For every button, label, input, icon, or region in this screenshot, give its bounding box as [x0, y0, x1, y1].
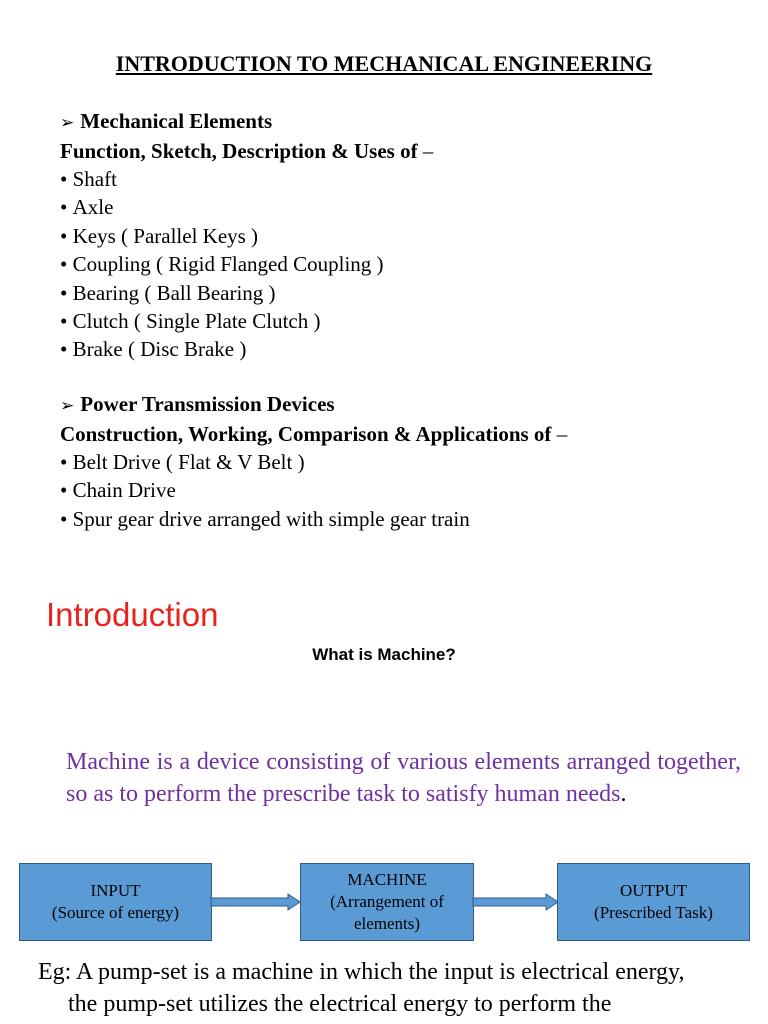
device-list	[60, 448, 750, 533]
machine-label: MACHINE	[347, 870, 427, 889]
list-item: • Coupling ( Rigid Flanged Coupling )	[60, 250, 750, 278]
subheading-dash: –	[417, 139, 434, 163]
arrowhead-bullet-icon: ➢	[60, 396, 75, 416]
question-heading: What is Machine?	[312, 645, 456, 664]
section-subheading-text: Function, Sketch, Description & Uses of	[60, 139, 418, 163]
section-subheading	[60, 137, 750, 165]
section-heading-text: Mechanical Elements	[80, 109, 273, 133]
list-item: • Belt Drive ( Flat & V Belt )	[60, 448, 750, 476]
section-heading	[60, 107, 750, 137]
arrow-right-icon	[472, 892, 560, 912]
subheading-dash: –	[551, 422, 568, 446]
machine-sublabel: (Arrangement of	[330, 892, 444, 911]
list-item: • Bearing ( Ball Bearing )	[60, 279, 750, 307]
list-item: • Axle	[60, 193, 750, 221]
input-box	[19, 863, 212, 941]
section-mechanical-elements	[60, 107, 750, 364]
introduction-heading: Introduction	[46, 596, 219, 633]
output-label: OUTPUT	[619, 881, 688, 900]
section-heading	[60, 390, 750, 420]
machine-sublabel-cont: elements)	[353, 914, 421, 933]
list-item: • Shaft	[60, 165, 750, 193]
element-list	[60, 165, 750, 364]
definition-text: Machine is a device consisting of various elements arranged together, so as to perform the prescribe task to satisfy human needs	[66, 749, 741, 807]
input-sublabel: (Source of energy)	[51, 903, 180, 922]
list-item: • Clutch ( Single Plate Clutch )	[60, 307, 750, 335]
example-text	[38, 956, 741, 1020]
list-item: • Chain Drive	[60, 476, 750, 504]
section-subheading	[60, 420, 750, 448]
list-item: • Keys ( Parallel Keys )	[60, 222, 750, 250]
example-line: the pump-set utilizes the electrical energy to perform the	[68, 991, 612, 1017]
input-label: INPUT	[90, 881, 141, 900]
list-item: • Spur gear drive arranged with simple gear train	[60, 505, 750, 533]
section-subheading-text: Construction, Working, Comparison & Applications of	[60, 422, 552, 446]
output-box	[557, 863, 750, 941]
example-line: Eg: A pump-set is a machine in which the input is electrical energy,	[38, 959, 685, 985]
machine-box	[300, 863, 474, 941]
machine-definition	[66, 747, 741, 810]
list-item: • Brake ( Disc Brake )	[60, 335, 750, 363]
arrowhead-bullet-icon: ➢	[60, 113, 75, 133]
page-title: INTRODUCTION TO MECHANICAL ENGINEERING	[115, 51, 653, 76]
arrow-right-icon	[210, 892, 302, 912]
section-heading-text: Power Transmission Devices	[80, 392, 335, 416]
section-power-transmission	[60, 390, 750, 533]
output-sublabel: (Prescribed Task)	[594, 903, 713, 922]
definition-period: .	[620, 780, 627, 807]
